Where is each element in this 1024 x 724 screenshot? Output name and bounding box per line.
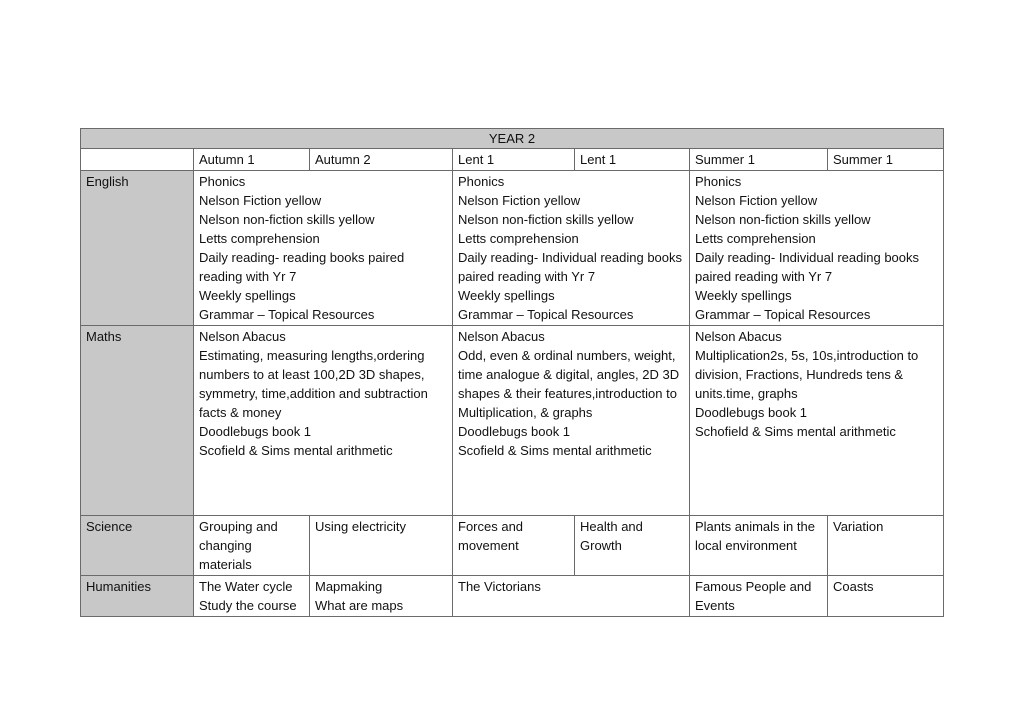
cell-line: What are maps <box>315 598 404 613</box>
maths-summer-cell <box>690 326 944 516</box>
cell-line: Weekly spellings <box>199 288 296 303</box>
cell-line: Weekly spellings <box>458 288 555 303</box>
cell-line: Mapmaking <box>315 579 383 594</box>
cell-line: Grammar – Topical Resources <box>695 307 871 322</box>
maths-autumn-cell <box>194 326 453 516</box>
cell-line: Nelson Abacus <box>695 329 782 344</box>
cell-line: Nelson Fiction yellow <box>695 193 818 208</box>
science-row <box>81 516 944 576</box>
english-lent-cell <box>453 171 690 326</box>
humanities-lent-cell: The Victorians <box>453 576 690 617</box>
subject-label-science: Science <box>81 516 194 576</box>
cell-line: Letts comprehension <box>199 231 320 246</box>
maths-lent-cell <box>453 326 690 516</box>
english-row <box>81 171 944 326</box>
cell-line: Schofield & Sims mental arithmetic <box>695 424 896 439</box>
cell-line: Nelson Abacus <box>458 329 545 344</box>
cell-line: Odd, even & ordinal numbers, weight, time analogue & digital, angles, 2D 3D shapes & their features,introduction to Multiplication, & graphs <box>458 348 680 420</box>
cell-line: Letts comprehension <box>695 231 816 246</box>
corner-cell <box>81 149 194 171</box>
cell-line: Scofield & Sims mental arithmetic <box>199 443 393 458</box>
cell-line: Doodlebugs book 1 <box>458 424 571 439</box>
term-header: Autumn 1 <box>194 149 310 171</box>
cell-line: Doodlebugs book 1 <box>199 424 312 439</box>
cell-line: Nelson Abacus <box>199 329 286 344</box>
cell-line: Scofield & Sims mental arithmetic <box>458 443 652 458</box>
terms-row <box>81 149 944 171</box>
cell-line: Daily reading- Individual reading books paired reading with Yr 7 <box>695 250 920 284</box>
subject-label-humanities: Humanities <box>81 576 194 617</box>
cell-line: Daily reading- reading books paired reading with Yr 7 <box>199 250 405 284</box>
cell-line: Daily reading- Individual reading books paired reading with Yr 7 <box>458 250 683 284</box>
humanities-summer2-cell: Coasts <box>828 576 944 617</box>
cell-line: Nelson non-fiction skills yellow <box>695 212 871 227</box>
term-header: Summer 1 <box>828 149 944 171</box>
cell-line: Phonics <box>695 174 742 189</box>
cell-line: Phonics <box>458 174 505 189</box>
science-cell: Grouping and changing materials <box>194 516 310 576</box>
cell-line: Nelson non-fiction skills yellow <box>458 212 634 227</box>
cell-line: Multiplication2s, 5s, 10s,introduction to division, Fractions, Hundreds tens & units.time, graphs <box>695 348 919 401</box>
cell-line: Phonics <box>199 174 246 189</box>
science-cell: Plants animals in the local environment <box>690 516 828 576</box>
english-autumn-cell <box>194 171 453 326</box>
term-header: Lent 1 <box>453 149 575 171</box>
cell-line: Estimating, measuring lengths,ordering numbers to at least 100,2D 3D shapes, symmetry, time,addition and subtraction facts & money <box>199 348 428 420</box>
cell-line: Nelson Fiction yellow <box>458 193 581 208</box>
cell-line: Nelson non-fiction skills yellow <box>199 212 375 227</box>
science-cell: Variation <box>828 516 944 576</box>
subject-label-maths: Maths <box>81 326 194 516</box>
humanities-row <box>81 576 944 617</box>
humanities-autumn2-cell <box>310 576 453 617</box>
cell-line: The Water cycle <box>199 579 293 594</box>
cell-line: Doodlebugs book 1 <box>695 405 808 420</box>
cell-line: Study the course <box>199 598 297 613</box>
subject-label-english: English <box>81 171 194 326</box>
cell-line: Grammar – Topical Resources <box>199 307 375 322</box>
cell-line: Nelson Fiction yellow <box>199 193 322 208</box>
science-cell: Using electricity <box>310 516 453 576</box>
term-header: Lent 1 <box>575 149 690 171</box>
science-cell: Health and Growth <box>575 516 690 576</box>
curriculum-table <box>80 128 944 617</box>
science-cell: Forces and movement <box>453 516 575 576</box>
term-header: Autumn 2 <box>310 149 453 171</box>
maths-row <box>81 326 944 516</box>
humanities-summer1-cell: Famous People and Events <box>690 576 828 617</box>
cell-line: Letts comprehension <box>458 231 579 246</box>
cell-line: Grammar – Topical Resources <box>458 307 634 322</box>
term-header: Summer 1 <box>690 149 828 171</box>
english-summer-cell <box>690 171 944 326</box>
cell-line: Weekly spellings <box>695 288 792 303</box>
table-title: YEAR 2 <box>81 129 944 149</box>
humanities-autumn1-cell <box>194 576 310 617</box>
